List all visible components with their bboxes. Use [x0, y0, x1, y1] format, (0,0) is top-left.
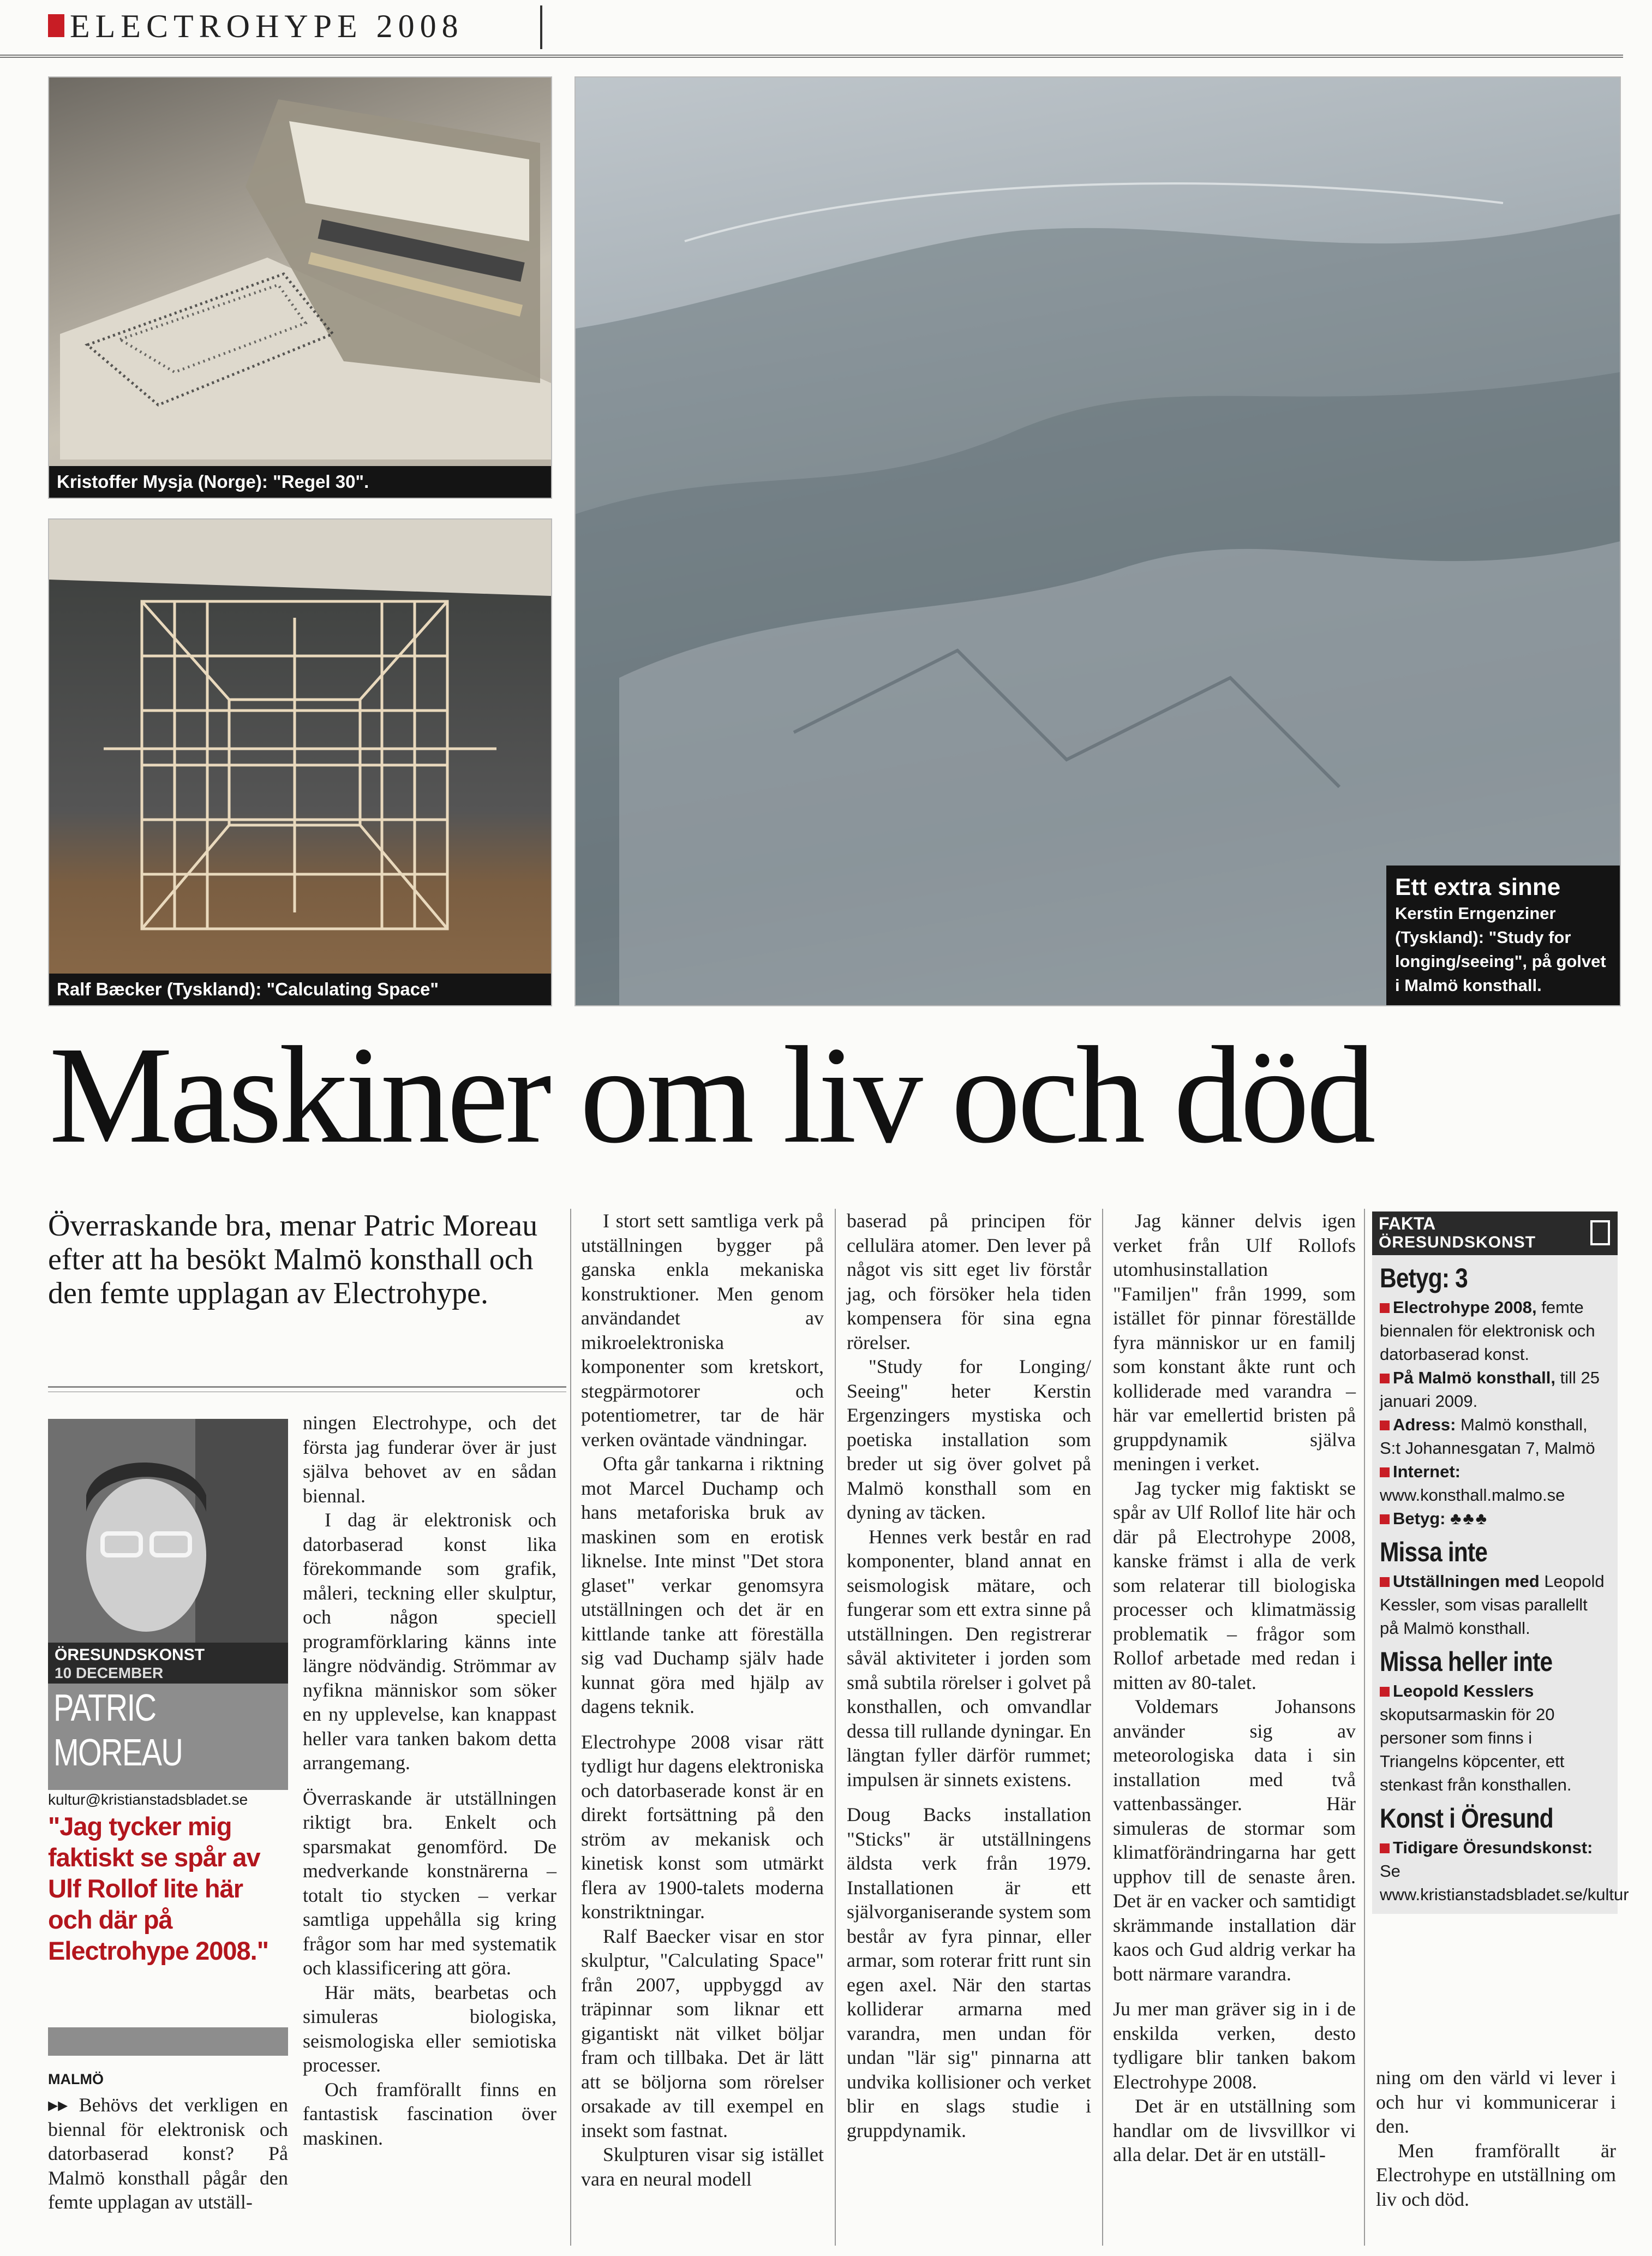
col2-paragraph: Och framförallt finns en fantastisk fascination över maskinen. — [303, 2078, 556, 2149]
pull-quote: "Jag tycker mig faktiskt se spår av Ulf Rollof lite här och där på Electrohype 2008." — [48, 1812, 268, 1965]
fact-item-bold: Leopold Kesslers — [1393, 1681, 1534, 1700]
col3-paragraph: I stort sett samtliga verk på utställningen bygger på ganska enkla mekaniska konstruktioner. Men genom användandet av mikroelektroniska komponenter som kretskort, stegpärmotorer och potentiometrer, tar de här verken oväntade vändningar. — [581, 1210, 824, 1451]
fact-item-bold: På Malmö konsthall, — [1393, 1368, 1556, 1387]
fact-box-label: FAKTA — [1379, 1214, 1436, 1233]
fact-item — [1380, 1413, 1610, 1460]
fact-item-text: www.konsthall.malmo.se — [1380, 1485, 1565, 1505]
column-1-paragraph: ▸▸ Behövs det verkligen en biennal för elektronisk och datorbaserad konst? På Malmö konsthall pågår den femte upplagan av utställ- — [48, 2094, 288, 2213]
pullquote-bottom-bar — [48, 2027, 288, 2056]
red-bullet-icon — [1380, 1843, 1390, 1853]
author-email: kultur@kristianstadsbladet.se — [48, 1791, 248, 1808]
column-3-body — [581, 1209, 824, 2191]
author-name-box — [48, 1684, 288, 1790]
konst-i-oresund-heading: Konst i Öresund — [1380, 1803, 1553, 1834]
col6-paragraph: ning om den värld vi lever i och hur vi kommunicerar i den. — [1376, 2067, 1616, 2137]
photo-study-for-longing — [574, 76, 1621, 1006]
column-rule — [570, 1209, 571, 2246]
column-rule — [1102, 1209, 1103, 2246]
fact-item — [1380, 1679, 1610, 1797]
fact-item-bold: Utställningen med — [1393, 1572, 1540, 1591]
column-4-body — [847, 1209, 1091, 2142]
fact-item-text: Malmö konsthall, S:t Johannesgatan 7, Malmö — [1380, 1415, 1595, 1458]
missa-heller-inte-heading: Missa heller inte — [1380, 1646, 1553, 1677]
machine-illustration — [49, 77, 551, 459]
red-bullet-icon — [1380, 1687, 1390, 1697]
photo-caption-calculating-space: Ralf Bæcker (Tyskland): "Calculating Space" — [49, 974, 551, 1005]
column-1-body — [48, 2093, 288, 2215]
rating-mark-icon: ♣ — [1475, 1509, 1489, 1528]
column-6-body — [1376, 2066, 1616, 2211]
col4-paragraph: Hennes verk består en rad komponenter, bland annat en seismologisk mätare, och fungerar som ett extra sinne på utställningen. Den registrerar såväl aktiviteter i jorden som små subtila rörelser i golvet på konsthallen, och omvandlar dessa till rullande dyningar. En längtan fyller därför rummet; impulsen är sinnets existens. — [847, 1525, 1091, 1791]
rating-mark-icon: ♣ — [1450, 1509, 1463, 1528]
red-bullet-icon — [1380, 1421, 1390, 1430]
byline-section: ÖRESUNDSKONST — [55, 1646, 205, 1664]
scaffold-illustration — [49, 520, 551, 1005]
col2-paragraph: ningen Electrohype, och det första jag funderar över är just själva behovet av en sådan biennal. — [303, 1412, 556, 1507]
col4-paragraph: baserad på principen för cellulära atomer. Den lever på något vis sitt eget liv förstår jag, och försöker hela tiden kompensera för sina egna rörelser. — [847, 1210, 1091, 1353]
photo-calculating-space — [48, 518, 552, 1006]
author-first-name: PATRIC — [53, 1686, 156, 1729]
fact-box — [1372, 1211, 1629, 1914]
book-icon — [1590, 1220, 1610, 1245]
byline-date: 10 DECEMBER — [55, 1664, 164, 1681]
fact-item-bold: Internet: — [1393, 1462, 1461, 1481]
fact-item — [1380, 1569, 1610, 1640]
col2-paragraph: Här mäts, bearbetas och simuleras biologiska, seismologiska eller semiotiska processer. — [303, 1981, 556, 2076]
fact-item-bold: Tidigare Öresundskonst: — [1393, 1838, 1593, 1857]
col5-paragraph: Voldemars Johansons använder sig av meteorologiska data i sin installation med två vattenbassänger. Här simuleras de stormar som klimatförändringarna har gett upphov till de senaste åren. Det är en vacker och samtidigt skrämmande installation där kaos och Gud aldrig verkar ha bott närmare varandra. — [1113, 1696, 1356, 1985]
fact-item-bold: Betyg: — [1393, 1509, 1446, 1528]
col2-paragraph: I dag är elektronisk och datorbaserad konst lika förekommande som grafik, måleri, teckning eller skulptur, och någon speciell programförklaring känns inte längre nödvändig. Strömmar av nyfikna människor som söker en ny upplevelse, kan knappast heller vara tanken bakom detta arrangemang. — [303, 1509, 556, 1774]
col5-paragraph: Ju mer man gräver sig in i de enskilda verken, desto tydligare blir tanken bakom Electrohype 2008. — [1113, 1998, 1356, 2093]
col3-paragraph: Ralf Baecker visar en stor skulptur, "Calculating Space" från 2007, uppbyggd av träpinnar som liknar ett gigantiskt nät vilket böljar fram och tillbaka. Det är lätt att se böljorna som rörelser orsakade av till exempel en insekt som fastnat. — [581, 1925, 824, 2141]
column-5-body — [1113, 1209, 1356, 2167]
ingress-rule — [48, 1386, 566, 1388]
col4-paragraph: Doug Backs installation "Sticks" är utställningens äldsta verk från 1979. Installationen är ett självorganiserande system som består av fyra pinnar, eller armar, som roterar fritt runt sin egen axel. När den startas kolliderar armarna med varandra, men undan för undan "lär sig" pinnarna att undvika kollisioner och verket blir en slags studie i gruppdynamik. — [847, 1804, 1091, 2141]
fact-box-header — [1372, 1211, 1618, 1255]
fact-item-text: Leopold Kessler, som visas parallellt på Malmö konsthall. — [1380, 1572, 1605, 1638]
fact-item — [1380, 1460, 1610, 1507]
col5-paragraph: Det är en utställning som handlar om de livsvillkor vi alla delar. Det är en utställ- — [1113, 2095, 1356, 2165]
col6-paragraph: Men framförallt är Electrohype en utställning om liv och död. — [1376, 2139, 1616, 2210]
rating-icons — [1450, 1507, 1488, 1530]
fact-item-text: skoputsarmaskin för 20 personer som finns i Triangelns köpcenter, ett stenkast från konsthallen. — [1380, 1705, 1572, 1794]
red-bullet-icon — [1380, 1577, 1390, 1587]
red-bullet-icon — [1380, 1514, 1390, 1524]
photo-caption-regel-30: Kristoffer Mysja (Norge): "Regel 30". — [49, 466, 551, 498]
rating-mark-icon: ♣ — [1463, 1509, 1476, 1528]
fact-item-bold: Electrohype 2008, — [1393, 1298, 1537, 1317]
section-title: ELECTROHYPE 2008 — [70, 8, 464, 44]
main-photo-caption-box — [1386, 866, 1620, 1005]
red-bullet-icon — [1380, 1467, 1390, 1477]
col3-paragraph: Ofta går tankarna i riktning mot Marcel Duchamp och hans metaforiska bruk av maskinen som en erotisk liknelse. Inte minst "Det stora glaset" verkar genomsyra utställningen och det är en kittlande tanke att föreställa sig vad Duchamp själv hade kunnat göra med hjälp av dagens teknik. — [581, 1453, 824, 1717]
main-photo-caption-title: Ett extra sinne — [1395, 874, 1561, 900]
rating-heading: Betyg: 3 — [1380, 1263, 1468, 1293]
red-bullet-icon — [1380, 1374, 1390, 1383]
main-photo-caption-text: Kerstin Erngenziner (Tyskland): "Study for longing/seeing", på golvet i Malmö konsthall. — [1395, 904, 1606, 995]
column-rule — [1364, 1209, 1365, 2246]
fact-item-bold: Adress: — [1393, 1415, 1456, 1434]
fact-item — [1380, 1296, 1610, 1366]
author-portrait — [48, 1419, 288, 1643]
col5-paragraph: Jag tycker mig faktiskt se spår av Ulf Rollof lite här och där på Electrohype 2008, kanske främst i alla de verk som relaterar till biologiska processer och klimatmässig problematik – frågor som Rollof arbetade med redan i mitten av 80-talet. — [1113, 1477, 1356, 1693]
dateline: MALMÖ — [48, 2071, 104, 2087]
col4-paragraph: "Study for Longing/ Seeing" heter Kerstin Ergenzingers mystiska och poetiska installation som breder ut sig över golvet på Malmö konsthall som en dyning av täcken. — [847, 1356, 1091, 1523]
fact-item — [1380, 1507, 1610, 1530]
portrait-illustration — [48, 1419, 288, 1643]
fact-box-section: ÖRESUNDSKONST — [1379, 1233, 1536, 1251]
column-2-body — [303, 1411, 556, 2150]
red-square-marker — [48, 14, 64, 37]
red-bullet-icon — [1380, 1303, 1390, 1313]
column-rule — [835, 1209, 836, 2246]
fact-box-body — [1372, 1255, 1629, 1914]
byline-bar — [48, 1643, 288, 1684]
author-last-name: MOREAU — [53, 1731, 183, 1774]
section-header — [0, 0, 1623, 58]
header-divider — [540, 5, 542, 49]
ingress: Överraskande bra, menar Patric Moreau efter att ha besökt Malmö konsthall och den femte upplagan av Electrohype. — [48, 1209, 538, 1310]
col3-paragraph: Electrohype 2008 visar rätt tydligt hur dagens elektroniska och datorbaserade konst är en direkt fortsättning på den ström av mekanisk och kinetisk konst som utmärkt flera av 1900-talets moderna konstriktningar. — [581, 1730, 824, 1923]
col5-paragraph: Jag känner delvis igen verket från Ulf Rollofs utomhusinstallation "Familjen" från 1999, som istället för pinnar föreställde fyra människor ur en familj som konstant åkte runt och kolliderade med varandra – här var emellertid bristen på gruppdynamik själva meningen i verket. — [1113, 1210, 1356, 1475]
headline: Maskiner om liv och död — [49, 1018, 1373, 1172]
col2-paragraph: Överraskande är utställningen riktigt bra. Enkelt och sparsmakat genomförd. De medverkande konstnärerna – totalt tio stycken – verkar samtliga uppehålla sig kring frågor som har med systematik och klassificering att göra. — [303, 1787, 556, 1979]
photo-regel-30 — [48, 76, 552, 499]
missa-inte-heading: Missa inte — [1380, 1537, 1487, 1567]
fact-item — [1380, 1366, 1610, 1413]
fact-item — [1380, 1836, 1629, 1906]
fact-item-text: Se www.kristianstadsbladet.se/kultur — [1380, 1861, 1629, 1904]
fact-item-text: till 25 januari 2009. — [1380, 1368, 1600, 1411]
fact-item-text: femte biennalen för elektronisk och datorbaserad konst. — [1380, 1298, 1595, 1364]
col3-paragraph: Skulpturen visar sig istället vara en neural modell — [581, 2144, 824, 2190]
